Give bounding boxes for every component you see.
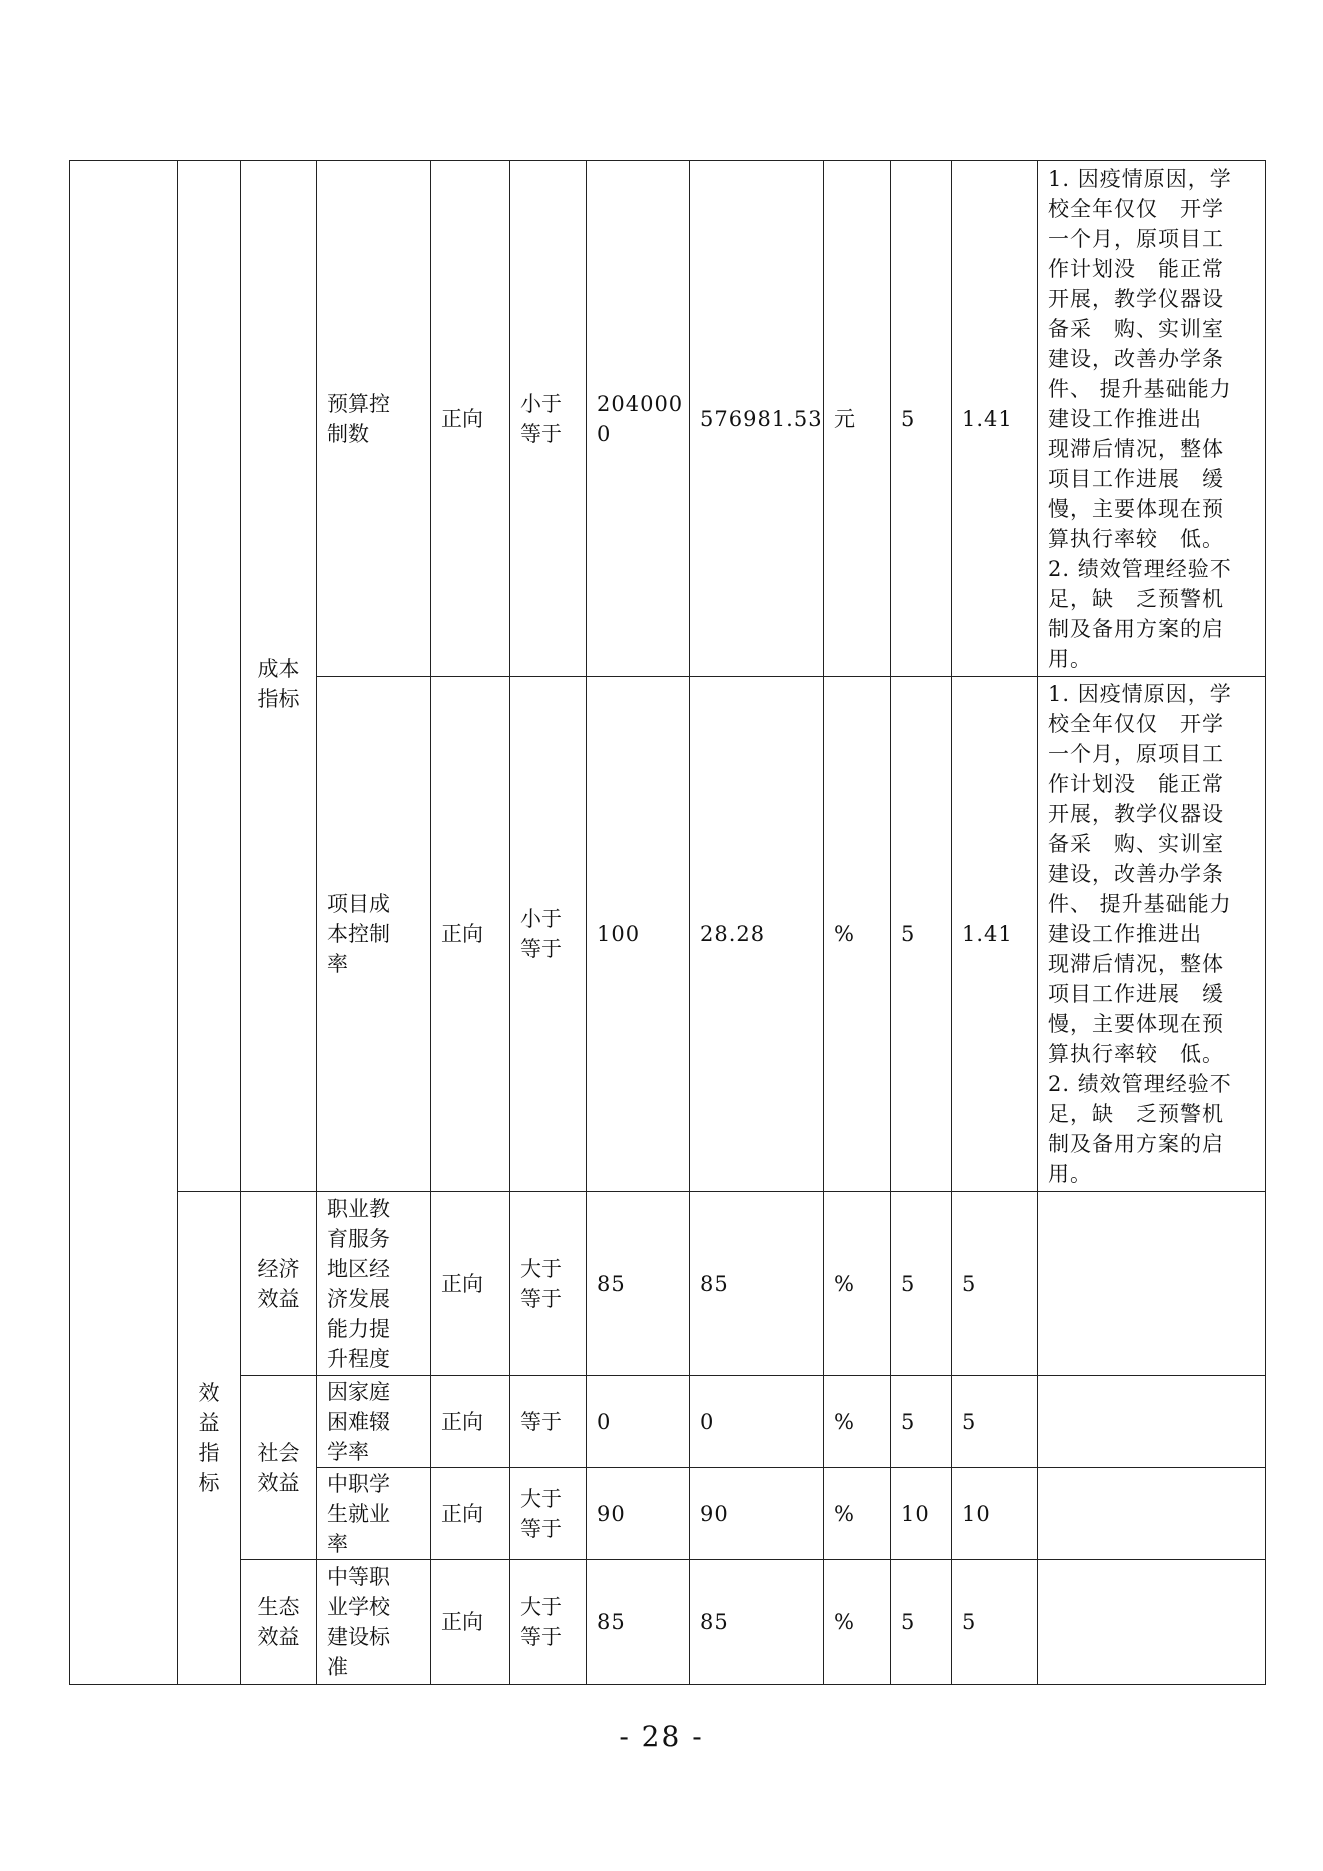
- score: 1.41: [952, 677, 1038, 1192]
- subcategory-label: 经济 效益: [257, 1256, 300, 1311]
- indicator-comparator: 等于: [510, 1376, 587, 1468]
- indicator-name: 中等职 业学校 建设标 准: [317, 1560, 431, 1685]
- page-number: - 28 -: [619, 1720, 704, 1753]
- weight: 10: [891, 1468, 952, 1560]
- subcategory-cell: [241, 1560, 317, 1685]
- score: 5: [952, 1376, 1038, 1468]
- actual-value: 0: [690, 1376, 824, 1468]
- score: 10: [952, 1468, 1038, 1560]
- target-value: 85: [587, 1560, 690, 1685]
- target-value: 0: [587, 1376, 690, 1468]
- indicator-direction: 正向: [431, 1560, 510, 1685]
- deviation-note: 1. 因疫情原因，学 校全年仅仅 开学 一个月，原项目工 作计划没 能正常 开展，教学仪器设 备采 购、实训室 建设，改善办学条 件、 提升基础能力 建设工作推进出 现滞后情况，整体 项目工作进展 缓 慢，主要体现在预 算执行率较 低。 2. 绩效管理经验不 足，缺 乏预警机 制及备用方案的启 用。: [1038, 677, 1266, 1192]
- indicator-comparator: 小于 等于: [510, 677, 587, 1192]
- benefit-category-cell: [178, 1192, 241, 1685]
- cost-category-label: 成本 指标: [257, 657, 300, 711]
- table-row: [70, 1560, 1266, 1685]
- score: 1.41: [952, 161, 1038, 677]
- table-row: [70, 1376, 1266, 1468]
- subcategory-label: 生态 效益: [257, 1595, 300, 1649]
- indicator-name: 预算控 制数: [317, 161, 431, 677]
- indicator-comparator: 小于 等于: [510, 161, 587, 677]
- actual-value: 85: [690, 1560, 824, 1685]
- performance-table: [69, 160, 1266, 1685]
- actual-value: 90: [690, 1468, 824, 1560]
- actual-value: 85: [690, 1192, 824, 1376]
- subcategory-label: 社会 效益: [257, 1440, 300, 1495]
- score: 5: [952, 1560, 1038, 1685]
- target-value: 90: [587, 1468, 690, 1560]
- deviation-note: [1038, 1468, 1266, 1560]
- indicator-name: 项目成 本控制 率: [317, 677, 431, 1192]
- first-level-indicator-cell: [70, 161, 178, 1685]
- deviation-note: 1. 因疫情原因，学 校全年仅仅 开学 一个月，原项目工 作计划没 能正常 开展，教学仪器设 备采 购、实训室 建设，改善办学条 件、 提升基础能力 建设工作推进出 现滞后情况，整体 项目工作进展 缓 慢，主要体现在预 算执行率较 低。 2. 绩效管理经验不 足，缺 乏预警机 制及备用方案的启 用。: [1038, 161, 1266, 677]
- indicator-direction: 正向: [431, 1468, 510, 1560]
- unit: 元: [824, 161, 891, 677]
- indicator-name: 职业教 育服务 地区经 济发展 能力提 升程度: [317, 1192, 431, 1376]
- target-value: 204000 0: [587, 161, 690, 677]
- actual-value: 28.28: [690, 677, 824, 1192]
- weight: 5: [891, 161, 952, 677]
- benefit-category-label: 效 益 指 标: [198, 1381, 220, 1495]
- subcategory-cell: [241, 1376, 317, 1560]
- deviation-note: [1038, 1376, 1266, 1468]
- table-row: [70, 1192, 1266, 1376]
- indicator-comparator: 大于 等于: [510, 1560, 587, 1685]
- indicator-direction: 正向: [431, 677, 510, 1192]
- actual-value: 576981.53: [690, 161, 824, 677]
- target-value: 100: [587, 677, 690, 1192]
- deviation-note: [1038, 1560, 1266, 1685]
- second-level-indicator-cell: [178, 161, 241, 1192]
- weight: 5: [891, 1376, 952, 1468]
- table-row: [70, 161, 1266, 677]
- unit: %: [824, 677, 891, 1192]
- indicator-name: 中职学 生就业 率: [317, 1468, 431, 1560]
- target-value: 85: [587, 1192, 690, 1376]
- cost-category-cell: [241, 161, 317, 1192]
- score: 5: [952, 1192, 1038, 1376]
- deviation-note: [1038, 1192, 1266, 1376]
- indicator-comparator: 大于 等于: [510, 1468, 587, 1560]
- unit: %: [824, 1376, 891, 1468]
- subcategory-cell: [241, 1192, 317, 1376]
- weight: 5: [891, 1560, 952, 1685]
- weight: 5: [891, 1192, 952, 1376]
- unit: %: [824, 1192, 891, 1376]
- unit: %: [824, 1468, 891, 1560]
- indicator-direction: 正向: [431, 1376, 510, 1468]
- indicator-direction: 正向: [431, 1192, 510, 1376]
- indicator-name: 因家庭 困难辍 学率: [317, 1376, 431, 1468]
- indicator-comparator: 大于 等于: [510, 1192, 587, 1376]
- unit: %: [824, 1560, 891, 1685]
- indicator-direction: 正向: [431, 161, 510, 677]
- weight: 5: [891, 677, 952, 1192]
